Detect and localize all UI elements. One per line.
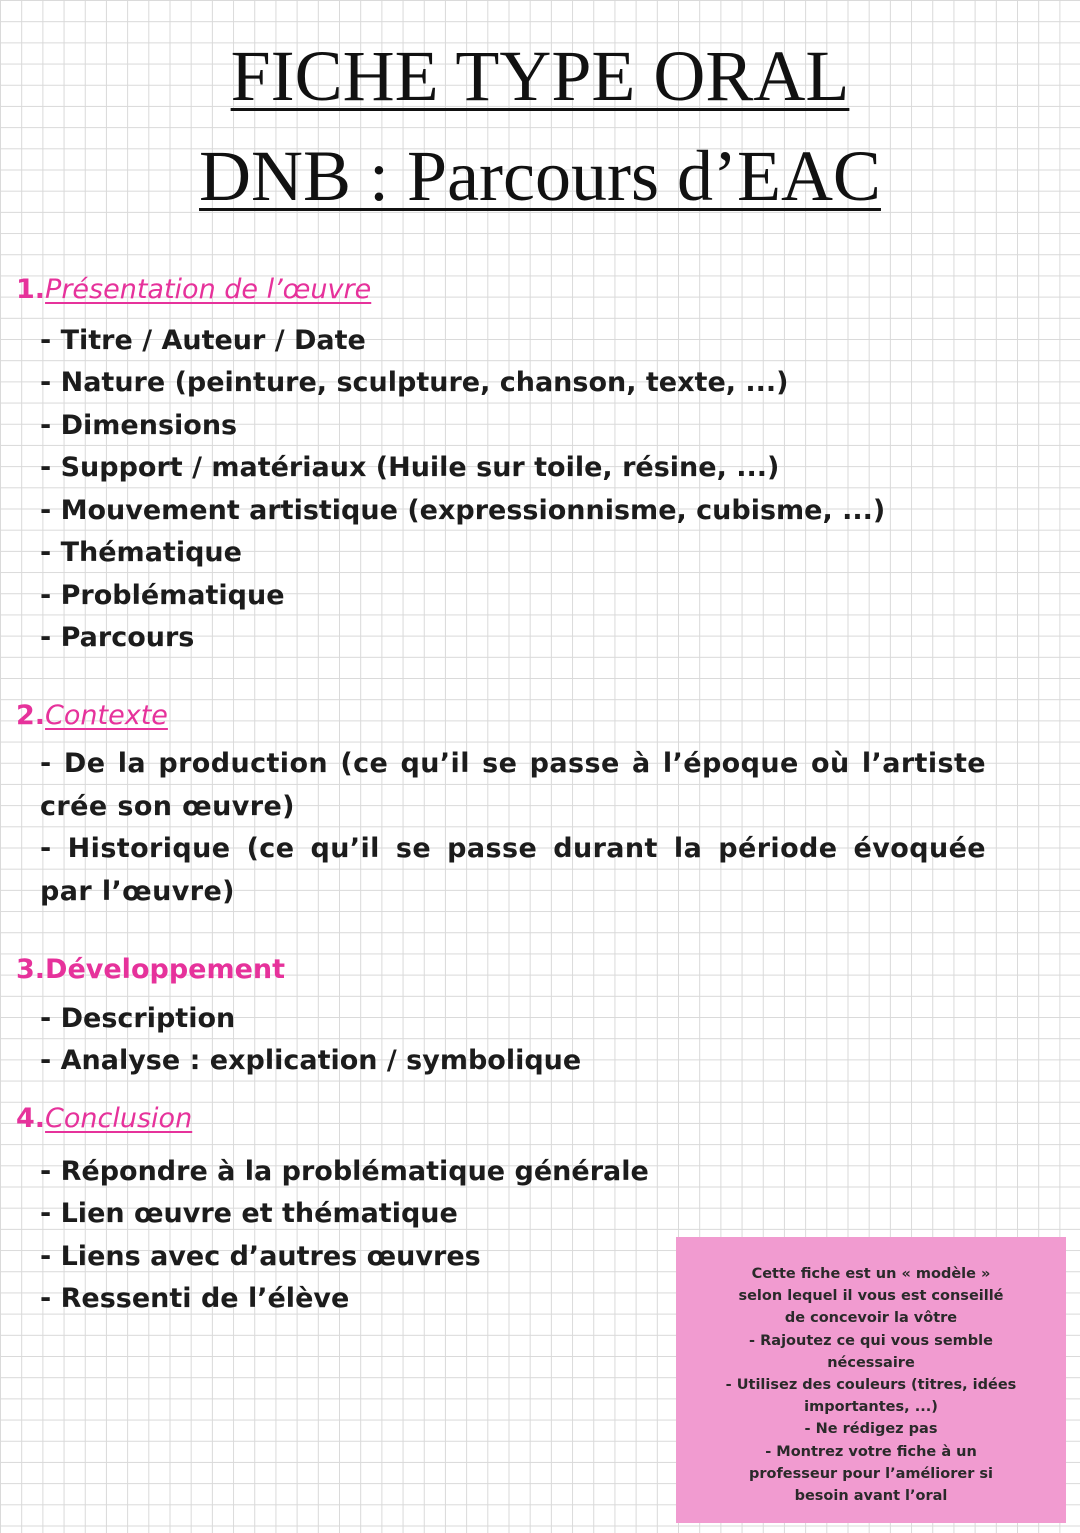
page-subtitle: [0, 136, 1080, 216]
page-title: [0, 36, 1080, 116]
list-item: - Lien œuvre et thématique: [40, 1198, 458, 1229]
list-item: - Parcours: [40, 622, 195, 653]
paragraph-item: - Historique (ce qu’il se passe durant la période évoquée par l’œuvre): [40, 833, 986, 907]
section-title: Développement: [45, 954, 286, 985]
note-line: - Rajoutez ce qui vous semble: [749, 1332, 993, 1349]
page-subtitle-text: DNB : Parcours d’EAC: [199, 136, 881, 216]
list-item: - Titre / Auteur / Date: [40, 325, 366, 356]
list-item: - Analyse : explication / symbolique: [40, 1045, 582, 1076]
note-line: importantes, ...): [804, 1399, 938, 1416]
section-heading-developpement: [16, 954, 285, 985]
note-line: professeur pour l’améliorer si: [748, 1465, 993, 1482]
list-item: - Répondre à la problématique générale: [40, 1156, 649, 1187]
list-item: - Thématique: [40, 537, 242, 568]
list-item: - Nature (peinture, sculpture, chanson, texte, ...): [40, 367, 789, 398]
section-number: 2.: [16, 700, 46, 731]
page-title-text: FICHE TYPE ORAL: [230, 36, 850, 116]
list-item: - Liens avec d’autres œuvres: [40, 1241, 481, 1272]
advice-note-box: [676, 1237, 1066, 1523]
list-item: - Mouvement artistique (expressionnisme, cubisme, ...): [40, 495, 886, 526]
note-line: nécessaire: [827, 1354, 915, 1371]
section-title: Présentation de l’œuvre: [45, 274, 372, 305]
note-line: - Montrez votre fiche à un: [765, 1443, 977, 1460]
section-heading-presentation: [16, 274, 371, 305]
section-number: 1.: [16, 274, 46, 305]
section-heading-contexte: [16, 700, 168, 731]
note-line: de concevoir la vôtre: [784, 1310, 958, 1327]
list-item: - Support / matériaux (Huile sur toile, résine, ...): [40, 452, 780, 483]
paragraph-item: - De la production (ce qu’il se passe à l’époque où l’artiste crée son œuvre): [40, 748, 986, 822]
list-item: - Dimensions: [40, 410, 238, 441]
list-item: - Description: [40, 1003, 236, 1034]
note-line: selon lequel il vous est conseillé: [738, 1288, 1004, 1305]
section-number: 3.: [16, 954, 46, 985]
list-item: - Problématique: [40, 580, 285, 611]
section-title: Conclusion: [45, 1103, 193, 1134]
list-item: - Ressenti de l’élève: [40, 1283, 350, 1314]
note-line: - Ne rédigez pas: [804, 1421, 938, 1438]
note-line: - Utilisez des couleurs (titres, idées: [725, 1377, 1017, 1394]
note-line: besoin avant l’oral: [794, 1488, 948, 1505]
section-title: Contexte: [45, 700, 168, 731]
section-number: 4.: [16, 1103, 46, 1134]
note-line: Cette fiche est un « modèle »: [751, 1266, 991, 1282]
section-heading-conclusion: [16, 1103, 192, 1134]
